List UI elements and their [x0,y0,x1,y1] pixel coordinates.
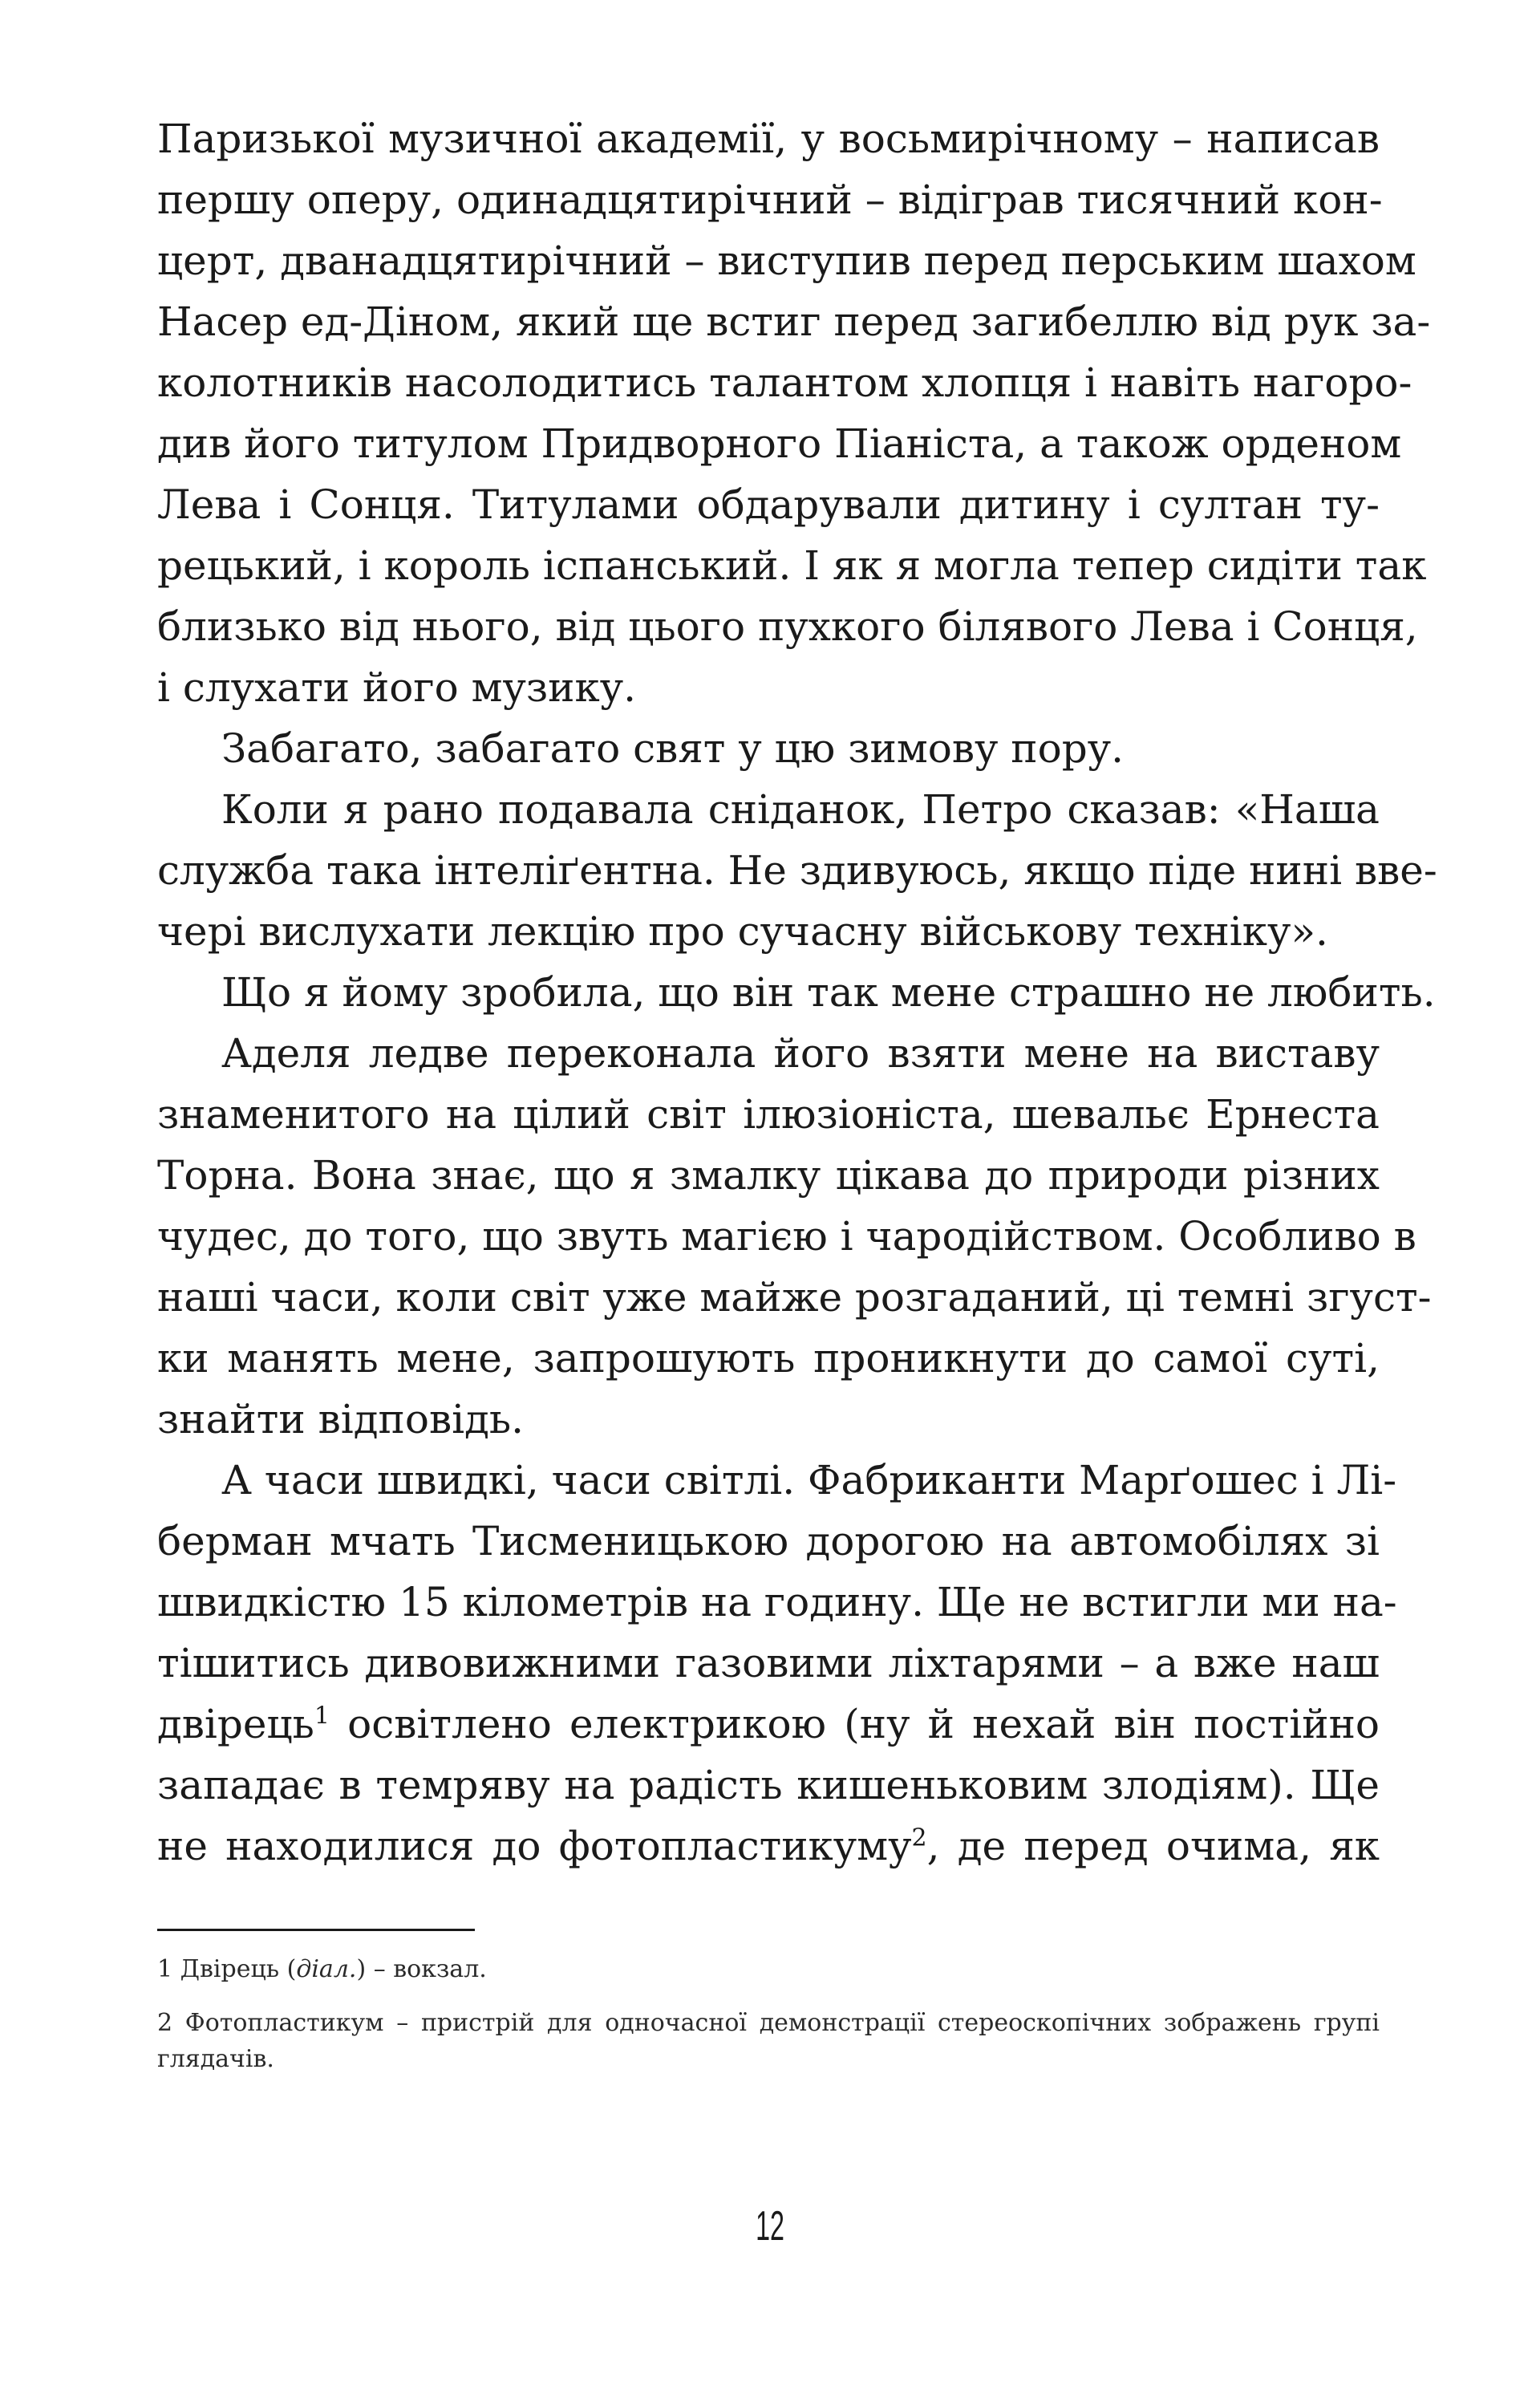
footnote-marker-2[interactable]: 2 [911,1824,927,1852]
body-line: рецький, і король іспанський. І як я могла тепер сидіти так [157,542,1427,589]
body-line: див його титулом Придворного Піаніста, а також орденом [157,420,1402,467]
body-line: чері вислухати лекцію про сучасну військову техніку». [157,908,1328,955]
body-line: Паризької музичної академії, у восьмирічному – написав [157,116,1380,162]
body-line: церт, дванадцятирічний – виступив перед перським шахом [157,237,1416,284]
footnotes [157,1951,1380,2077]
footnote-1 [157,1951,1380,1987]
body-line: швидкістю 15 кілометрів на годину. Ще не встигли ми на- [157,1579,1397,1625]
body-line: знаменитого на цілий світ ілюзіоніста, шевальє Ернеста [157,1091,1380,1138]
body-line: тішитись дивовижними газовими ліхтарями – а вже наш [157,1640,1380,1686]
body-line: берман мчать Тисменицькою дорогою на автомобілях зі [157,1518,1380,1564]
footnote-2-continued: глядачів. [157,2045,274,2073]
page-number: 12 [756,2203,784,2250]
body-line: знайти відповідь. [157,1396,525,1443]
footnote-marker-1[interactable]: 1 [314,1702,330,1731]
footnote-text: 1 Двірець ( [157,1955,297,1983]
body-text [157,108,1437,1877]
body-line: западає в темряву на радість кишеньковим злодіям). Ще [157,1762,1380,1808]
footnote-divider [157,1929,475,1931]
body-line: колотників насолодитись талантом хлопця і навіть нагоро- [157,359,1412,406]
body-line: Торна. Вона знає, що я змалку цікава до природи різних [157,1152,1380,1199]
body-line: ки манять мене, запрошують проникнути до самої суті, [157,1335,1380,1382]
body-line: Лева і Сонця. Титулами обдарували дитину і султан ту- [157,481,1380,528]
body-line: першу оперу, одинадцятирічний – відіграв тисячний кон- [157,177,1383,223]
body-line: і слухати його музику. [157,664,637,711]
body-line: Що я йому зробила, що він так мене страшно не любить. [221,969,1436,1016]
body-line: А часи швидкі, часи світлі. Фабриканти Марґошес і Лі- [221,1457,1397,1503]
body-line: близько від нього, від цього пухкого білявого Лева і Сонця, [157,603,1418,650]
body-line: служба така інтеліґентна. Не здивуюсь, якщо піде нині вве- [157,847,1437,894]
body-line: Аделя ледве переконала його взяти мене на виставу [221,1030,1380,1077]
body-text-fragment: , де перед очима, як [926,1823,1380,1869]
footnote-abbrev: діал. [296,1955,357,1983]
body-line [157,1694,1380,1755]
body-text-fragment: освітлено електрикою (ну й нехай він постійно [330,1701,1380,1747]
body-line: Насер ед-Діном, який ще встиг перед загибеллю від рук за- [157,298,1431,345]
body-text-fragment: двірець [157,1701,314,1747]
body-line: Коли я рано подавала сніданок, Петро сказав: «Наша [221,786,1380,833]
footnote-2: 2 Фотопластикум – пристрій для одночасної демонстрації стереоскопічних зображень групі [157,2009,1380,2037]
body-line: чудес, до того, що звуть магією і чародійством. Особливо в [157,1213,1416,1260]
body-line: Забагато, забагато свят у цю зимову пору. [221,725,1125,772]
footnote-text: ) – вокзал. [356,1955,487,1983]
body-text-fragment: не находилися до фотопластикуму [157,1823,912,1869]
body-line [157,1816,1380,1877]
body-line: наші часи, коли світ уже майже розгаданий, ці темні згуст- [157,1274,1432,1321]
